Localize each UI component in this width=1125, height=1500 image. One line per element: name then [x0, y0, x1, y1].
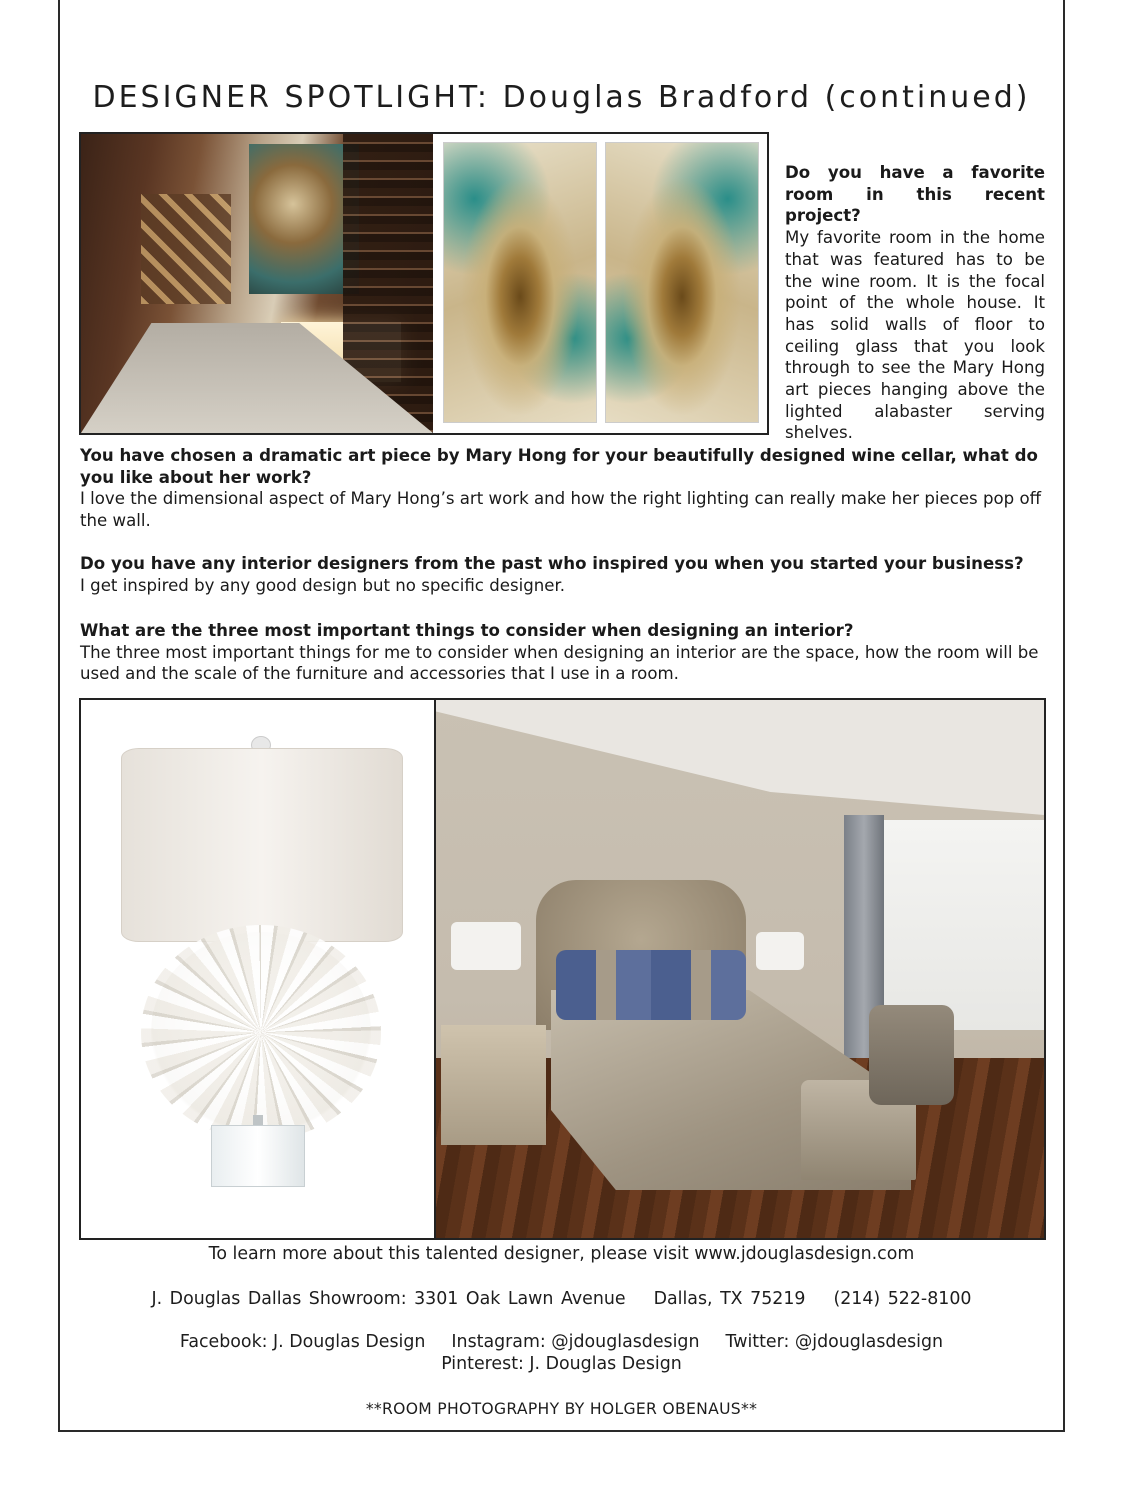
bedroom-photo [436, 700, 1044, 1238]
bedside-lamp-right [756, 932, 804, 970]
nightstand [441, 1025, 546, 1145]
answer: I love the dimensional aspect of Mary Hong’s art work and how the right lighting can really make her pieces pop off the wall. [80, 489, 1042, 531]
bottom-photo-strip [79, 698, 1046, 1240]
wine-lattice [141, 194, 231, 304]
learn-more-text: To learn more about this talented designer, please visit www.jdouglasdesign.com [208, 1244, 915, 1264]
art-panel-left [443, 142, 597, 423]
question: Do you have any interior designers from the past who inspired you when you started your business? [80, 554, 1024, 573]
pinterest-handle: Pinterest: J. Douglas Design [441, 1354, 682, 1374]
question: What are the three most important things to consider when designing an interior? [80, 621, 854, 640]
lamp-crystal-base [211, 1125, 305, 1187]
art-panel-right [605, 142, 759, 423]
bed-pillows [556, 950, 746, 1020]
qa-mary-hong-art [80, 445, 1046, 532]
twitter-handle: Twitter: @jdouglasdesign [725, 1332, 944, 1352]
page-title: DESIGNER SPOTLIGHT: Douglas Bradford (continued) [92, 80, 1031, 115]
showroom-line [58, 1289, 1065, 1309]
lamp-selenite-spikes [141, 925, 381, 1140]
showroom-phone: (214) 522-8100 [833, 1289, 972, 1309]
facebook-handle: Facebook: J. Douglas Design [179, 1332, 426, 1352]
qa-favorite-room [785, 162, 1045, 444]
wine-room-photo [81, 134, 433, 433]
mary-hong-art-photo [433, 134, 767, 433]
answer: My favorite room in the home that was featured has to be the wine room. It is the focal point of the whole house. It has solid walls of floor to ceiling glass that you look through to see the Mary Hong art pieces hanging above the lighted alabaster serving shelves. [785, 228, 1045, 443]
answer: I get inspired by any good design but no specific designer. [80, 575, 566, 595]
qa-three-things [80, 620, 1046, 685]
bedside-lamp-left [451, 922, 521, 970]
bedroom-ceiling [436, 700, 1044, 815]
question: You have chosen a dramatic art piece by Mary Hong for your beautifully designed wine cellar, what do you like about her work? [80, 446, 1038, 487]
showroom-city: Dallas, TX 75219 [653, 1289, 806, 1309]
photo-credit: **ROOM PHOTOGRAPHY BY HOLGER OBENAUS** [365, 1400, 758, 1418]
top-photo-strip [79, 132, 769, 435]
lamp-photo [81, 700, 436, 1238]
bedroom-window [884, 820, 1044, 1030]
lamp-shade [121, 748, 403, 942]
answer: The three most important things for me to consider when designing an interior are the space, how the room will be used and the scale of the furniture and accessories that I use in a room. [80, 642, 1039, 684]
social-line [58, 1332, 1065, 1352]
showroom-address: J. Douglas Dallas Showroom: 3301 Oak Lawn Avenue [151, 1289, 626, 1309]
instagram-handle: Instagram: @jdouglasdesign [451, 1332, 700, 1352]
qa-inspiration [80, 553, 1046, 596]
question: Do you have a favorite room in this recent project? [785, 163, 1045, 226]
armchair [869, 1005, 954, 1105]
